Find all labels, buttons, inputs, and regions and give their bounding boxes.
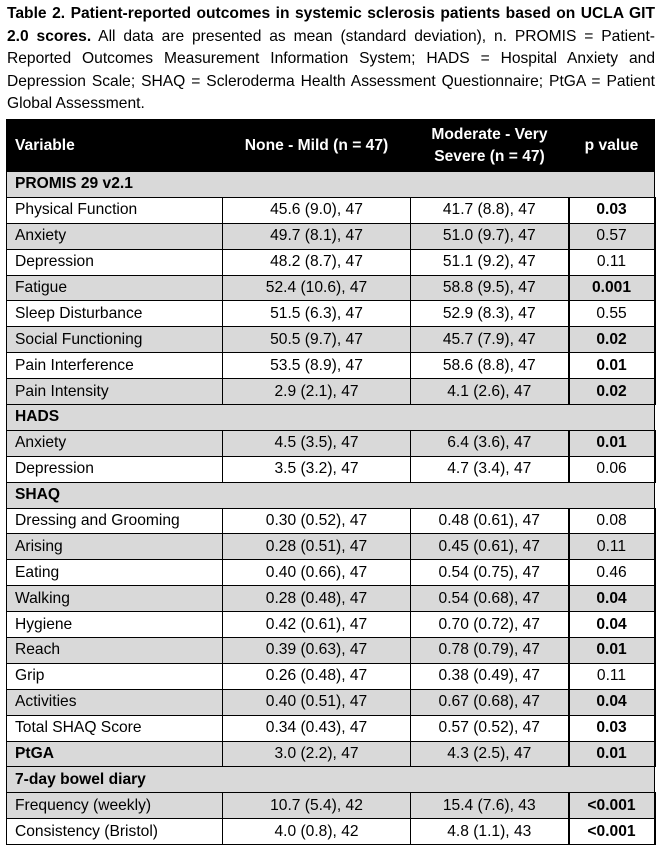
p-value-cell: 0.04: [569, 586, 655, 612]
moderate-severe-cell: 4.8 (1.1), 43: [411, 819, 569, 845]
variable-cell: Physical Function: [7, 197, 223, 223]
p-value-cell: 0.55: [569, 301, 655, 327]
p-value-cell: <0.001: [569, 793, 655, 819]
variable-cell: Hygiene: [7, 612, 223, 638]
none-mild-cell: 4.0 (0.8), 42: [223, 819, 411, 845]
none-mild-cell: 0.28 (0.48), 47: [223, 586, 411, 612]
variable-cell: Grip: [7, 663, 223, 689]
p-value-cell: 0.03: [569, 197, 655, 223]
variable-cell: Consistency (Bristol): [7, 819, 223, 845]
table-row: [7, 663, 655, 689]
moderate-severe-cell: 41.7 (8.8), 47: [411, 197, 569, 223]
section-row: [7, 767, 655, 793]
none-mild-cell: 0.40 (0.66), 47: [223, 560, 411, 586]
moderate-severe-cell: 0.38 (0.49), 47: [411, 663, 569, 689]
none-mild-cell: 49.7 (8.1), 47: [223, 223, 411, 249]
section-label: PROMIS 29 v2.1: [7, 172, 655, 198]
table-caption-body: All data are presented as mean (standard deviation), n. PROMIS = Patient-Reported Outcomes Measurement Information System; HADS = Hospital Anxiety and Depression Scale; SHAQ = Scleroderma Health Assessment Questionnaire; PtGA = Patient Global Assessment.: [7, 27, 655, 113]
table-row: [7, 508, 655, 534]
section-row: [7, 482, 655, 508]
none-mild-cell: 3.5 (3.2), 47: [223, 456, 411, 482]
table-row: [7, 353, 655, 379]
none-mild-cell: 0.34 (0.43), 47: [223, 715, 411, 741]
table-row: [7, 689, 655, 715]
table-header-row: [7, 120, 655, 172]
variable-cell: Reach: [7, 638, 223, 664]
table-row: [7, 534, 655, 560]
none-mild-cell: 48.2 (8.7), 47: [223, 249, 411, 275]
table-row: [7, 430, 655, 456]
p-value-cell: 0.01: [569, 430, 655, 456]
variable-cell: Social Functioning: [7, 327, 223, 353]
p-value-cell: 0.08: [569, 508, 655, 534]
table-row: [7, 327, 655, 353]
p-value-cell: 0.03: [569, 715, 655, 741]
variable-cell: Walking: [7, 586, 223, 612]
p-value-cell: 0.04: [569, 612, 655, 638]
p-value-cell: 0.02: [569, 327, 655, 353]
section-label: SHAQ: [7, 482, 655, 508]
variable-cell: Total SHAQ Score: [7, 715, 223, 741]
p-value-cell: 0.11: [569, 249, 655, 275]
p-value-cell: 0.01: [569, 638, 655, 664]
variable-cell: Fatigue: [7, 275, 223, 301]
moderate-severe-cell: 4.1 (2.6), 47: [411, 379, 569, 405]
variable-cell: Depression: [7, 249, 223, 275]
table-row: [7, 301, 655, 327]
moderate-severe-cell: 15.4 (7.6), 43: [411, 793, 569, 819]
none-mild-cell: 3.0 (2.2), 47: [223, 741, 411, 767]
moderate-severe-cell: 0.78 (0.79), 47: [411, 638, 569, 664]
header-group2-line2: Severe (n = 47): [434, 147, 545, 165]
section-row: [7, 172, 655, 198]
none-mild-cell: 0.28 (0.51), 47: [223, 534, 411, 560]
moderate-severe-cell: 58.6 (8.8), 47: [411, 353, 569, 379]
none-mild-cell: 52.4 (10.6), 47: [223, 275, 411, 301]
table-row: [7, 379, 655, 405]
none-mild-cell: 10.7 (5.4), 42: [223, 793, 411, 819]
none-mild-cell: 2.9 (2.1), 47: [223, 379, 411, 405]
none-mild-cell: 45.6 (9.0), 47: [223, 197, 411, 223]
moderate-severe-cell: 0.67 (0.68), 47: [411, 689, 569, 715]
variable-cell: Sleep Disturbance: [7, 301, 223, 327]
p-value-cell: 0.01: [569, 353, 655, 379]
none-mild-cell: 0.40 (0.51), 47: [223, 689, 411, 715]
moderate-severe-cell: 4.7 (3.4), 47: [411, 456, 569, 482]
table-row: [7, 197, 655, 223]
none-mild-cell: 53.5 (8.9), 47: [223, 353, 411, 379]
variable-cell: Arising: [7, 534, 223, 560]
p-value-cell: 0.57: [569, 223, 655, 249]
section-row: [7, 405, 655, 431]
p-value-cell: 0.02: [569, 379, 655, 405]
moderate-severe-cell: 0.54 (0.68), 47: [411, 586, 569, 612]
p-value-cell: 0.01: [569, 741, 655, 767]
table-title: Table 2. Patient-reported outcomes in systemic sclerosis patients based on UCLA GIT 2.0 scores.: [7, 5, 655, 45]
moderate-severe-cell: 0.57 (0.52), 47: [411, 715, 569, 741]
header-group-moderate-severe: [411, 120, 569, 172]
moderate-severe-cell: 0.70 (0.72), 47: [411, 612, 569, 638]
table-row: [7, 612, 655, 638]
table-row: [7, 638, 655, 664]
table-row: [7, 249, 655, 275]
moderate-severe-cell: 4.3 (2.5), 47: [411, 741, 569, 767]
p-value-cell: 0.06: [569, 456, 655, 482]
none-mild-cell: 0.30 (0.52), 47: [223, 508, 411, 534]
moderate-severe-cell: 6.4 (3.6), 47: [411, 430, 569, 456]
moderate-severe-cell: 45.7 (7.9), 47: [411, 327, 569, 353]
table-row: [7, 586, 655, 612]
table-row: [7, 560, 655, 586]
none-mild-cell: 0.42 (0.61), 47: [223, 612, 411, 638]
variable-cell: Pain Intensity: [7, 379, 223, 405]
variable-cell: Anxiety: [7, 223, 223, 249]
none-mild-cell: 0.39 (0.63), 47: [223, 638, 411, 664]
none-mild-cell: 4.5 (3.5), 47: [223, 430, 411, 456]
p-value-cell: 0.04: [569, 689, 655, 715]
moderate-severe-cell: 51.0 (9.7), 47: [411, 223, 569, 249]
none-mild-cell: 0.26 (0.48), 47: [223, 663, 411, 689]
table-row: [7, 715, 655, 741]
p-value-cell: 0.11: [569, 534, 655, 560]
header-group2-line1: Moderate - Very: [431, 125, 548, 143]
variable-cell: Anxiety: [7, 430, 223, 456]
moderate-severe-cell: 0.45 (0.61), 47: [411, 534, 569, 560]
variable-cell: Activities: [7, 689, 223, 715]
variable-cell: Depression: [7, 456, 223, 482]
p-value-cell: 0.46: [569, 560, 655, 586]
table-row: [7, 456, 655, 482]
outcomes-table: [6, 119, 656, 845]
table-row: [7, 223, 655, 249]
variable-cell: Eating: [7, 560, 223, 586]
variable-cell: Pain Interference: [7, 353, 223, 379]
variable-cell: Frequency (weekly): [7, 793, 223, 819]
variable-cell: PtGA: [7, 741, 223, 767]
table-row: [7, 741, 655, 767]
header-group-none-mild: None - Mild (n = 47): [223, 120, 411, 172]
table-caption: [7, 3, 655, 116]
moderate-severe-cell: 51.1 (9.2), 47: [411, 249, 569, 275]
table-row: [7, 793, 655, 819]
variable-cell: Dressing and Grooming: [7, 508, 223, 534]
header-variable: Variable: [7, 120, 223, 172]
p-value-cell: 0.11: [569, 663, 655, 689]
table-row: [7, 275, 655, 301]
moderate-severe-cell: 52.9 (8.3), 47: [411, 301, 569, 327]
table-body: [7, 172, 655, 845]
moderate-severe-cell: 0.48 (0.61), 47: [411, 508, 569, 534]
p-value-cell: <0.001: [569, 819, 655, 845]
header-p-value: p value: [569, 120, 655, 172]
moderate-severe-cell: 0.54 (0.75), 47: [411, 560, 569, 586]
section-label: HADS: [7, 405, 655, 431]
p-value-cell: 0.001: [569, 275, 655, 301]
none-mild-cell: 51.5 (6.3), 47: [223, 301, 411, 327]
section-label: 7-day bowel diary: [7, 767, 655, 793]
none-mild-cell: 50.5 (9.7), 47: [223, 327, 411, 353]
moderate-severe-cell: 58.8 (9.5), 47: [411, 275, 569, 301]
table-row: [7, 819, 655, 845]
